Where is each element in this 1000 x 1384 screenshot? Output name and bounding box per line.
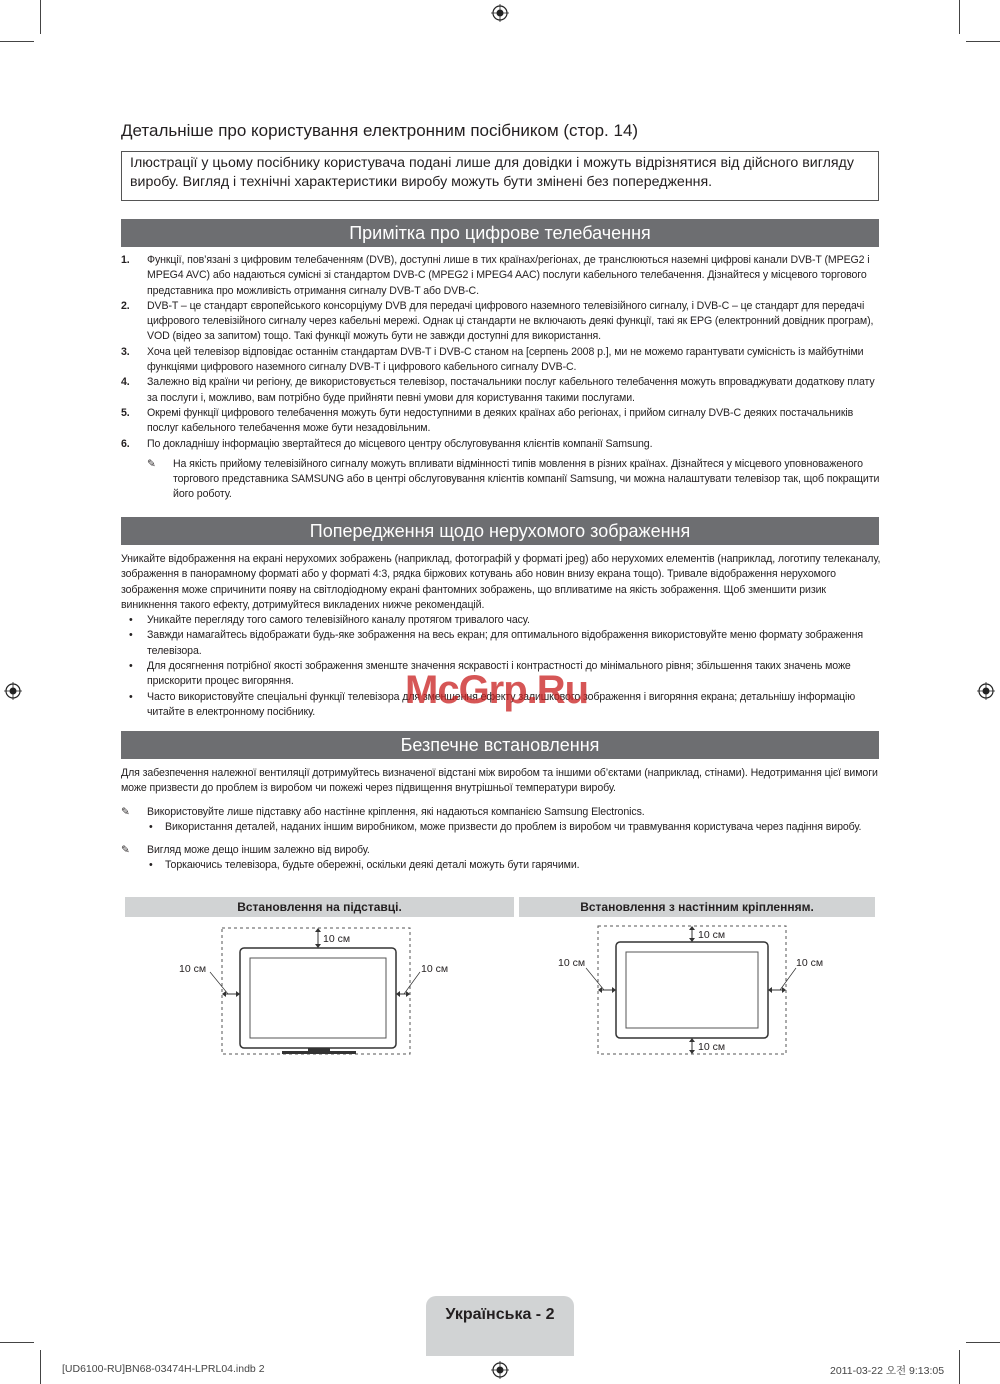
bullet-icon: • (129, 629, 133, 642)
crop-mark (966, 41, 1000, 42)
section-intro: Для забезпечення належної вентиляції дотримуйтесь визначеної відстані між виробом та іншими об’єктами (наприклад, стінами). Недотримання цієї вимоги може призвести до проблем із виробом чи пожежі через підвищення внутрішньої температури виробу. (121, 767, 878, 795)
item-text: Функції, пов’язані з цифровим телебаченням (DVB), доступні лише в тих країнах/регіонах, де транслюються наземні цифрові канали DVB-T (MPEG2 і MPEG4 AVC) або надаються сумісні зі стандартом DVB-C (MPEG2 і MPEG4 AAC) послуги кабельного телебачення. Дізнайтеся у місцевого торгового представника про можливість отримання сигналу DVB-T або DVB-C. (147, 254, 870, 297)
item-number: 3. (121, 345, 130, 358)
crop-mark (959, 1350, 960, 1384)
note-text: Вигляд може дещо іншим залежно від виробу. (147, 844, 370, 857)
crop-mark (959, 0, 960, 34)
list-item (121, 345, 881, 376)
registration-mark-icon (4, 682, 22, 700)
digital-tv-list (121, 253, 881, 503)
note-pencil-icon: ✎ (121, 805, 130, 818)
list-item (121, 406, 881, 437)
item-text: Використання деталей, наданих іншим виробником, може призвести до проблем із виробом чи травмування користувача через падіння виробу. (165, 820, 862, 833)
item-text: По докладнішу інформацію звертайтеся до місцевого центру обслуговування клієнтів компанії Samsung. (147, 437, 653, 450)
registration-mark-icon (977, 682, 995, 700)
crop-mark (0, 41, 34, 42)
note-pencil-icon: ✎ (121, 844, 130, 857)
item-number: 6. (121, 437, 130, 450)
list-item (121, 253, 881, 299)
dimension-label: 10 см (179, 963, 207, 975)
section-heading: Попередження щодо нерухомого зображення (121, 517, 879, 545)
note-pencil-icon: ✎ (147, 457, 156, 470)
section-intro: Уникайте відображення на екрані нерухомих зображень (наприклад, фотографій у форматі jpeg) або нерухомих елементів (наприклад, логотипу телеканалу, зображення в панорамному форматі або у форматі 4:3, рядка біржових котувань або новин внизу екрана тощо). Тривале відображення нерухомого зображення може спричинити появу на світлодіодному екрані фантомних зображень, що впливатиме на якість зображення. Щоб зменшити ризик виникнення такого ефекту, дотримуйтеся викладених нижче рекомендацій. (121, 553, 881, 611)
note (121, 805, 881, 820)
print-slug-right: 2011-03-22 오전 9:13:05 (830, 1365, 945, 1377)
registration-mark-icon (491, 1361, 509, 1379)
stand-install-diagram (170, 922, 470, 1057)
item-text: Хоча цей телевізор відповідає останнім стандартам DVB-T і DVB-C станом на [серпень 2008 р.], ми не можемо гарантувати сумісність із майбутніми функціями цифрового наземного сигналу DVB-T і цифрового кабельного сигналу DVB-C. (147, 345, 864, 374)
item-text: Залежно від країни чи регіону, де використовується телевізор, постачальники послуг кабельного телебачення можуть впроваджувати додаткову плату за послуги і, можливо, вам потрібно буде прийняти певні умови для користування такими послугами. (147, 376, 875, 404)
print-slug-left: [UD6100-RU]BN68-03474H-LPRL04.indb 2 (62, 1363, 265, 1375)
note-text: На якість прийому телевізійного сигналу можуть впливати відмінності типів мовлення в різних країнах. Дізнайтеся у місцевого уповноваженого торгового представника SAMSUNG або в центрі обслуговування клієнтів компанії Samsung, чи можна налаштувати телевізор так, щоб покращити його роботу. (173, 457, 880, 501)
dimension-label: 10 см (698, 1041, 726, 1053)
item-text: Для досягнення потрібної якості зображення зменште значення яскравості і контрастності до мінімального рівня; збільшення таких значень може прискорити процес вигоряння. (147, 660, 851, 688)
item-text: Завжди намагайтесь відображати будь-яке зображення на весь екран; для оптимального відображення використовуйте меню формату зображення телевізора. (147, 629, 864, 657)
item-text: Часто використовуйте спеціальні функції телевізора для зменшення ефекту залишкового зображення і вигоряння екрана; детальнішу інформацію читайте в електронному посібнику. (147, 690, 856, 718)
note-text: Використовуйте лише підставку або настінне кріплення, які надаються компанією Samsung Electronics. (147, 805, 645, 818)
dimension-label: 10 см (796, 957, 824, 969)
dimension-label: 10 см (323, 933, 351, 945)
item-text: DVB-T – це стандарт європейського консорціуму DVB для передачі цифрового наземного телевізійного сигналу, і DVB-C – це стандарт для передачі цифрового телевізійного сигналу через кабельні мережі. Однак ці стандарти не включають деякі функції, такі як EPG (електронний довідник програм), VOD (відео за запитом) тощо. Такі функції можуть бути не завжди доступні для використання. (147, 299, 874, 343)
item-text: Торкаючись телевізора, будьте обережні, оскільки деякі деталі можуть бути гарячими. (165, 859, 580, 872)
registration-mark-icon (491, 4, 509, 22)
bullet-icon: • (129, 690, 133, 703)
list-item (121, 858, 881, 873)
note (121, 843, 881, 858)
page-title: Детальніше про користування електронним посібником (стор. 14) (121, 121, 639, 140)
list-item (121, 820, 881, 835)
diagram-label-wall: Встановлення з настінним кріпленням. (519, 897, 875, 917)
crop-mark (966, 1342, 1000, 1343)
bullet-icon: • (149, 820, 153, 833)
item-number: 1. (121, 254, 130, 266)
list-item (121, 299, 881, 345)
note (121, 457, 881, 503)
dimension-label: 10 см (698, 929, 726, 941)
item-number: 2. (121, 299, 130, 312)
bullet-icon: • (129, 660, 133, 673)
intro-box: Ілюстрації у цьому посібнику користувача подані лише для довідки і можуть відрізнятися від дійсного вигляду виробу. Вигляд і технічні характеристики виробу можуть бути змінені без попередження. (121, 151, 879, 201)
note-list (121, 805, 881, 874)
wall-install-diagram (560, 922, 840, 1057)
safe-install-section (121, 766, 881, 874)
page-number-tab: Українська - 2 (426, 1296, 574, 1356)
crop-mark (40, 1350, 41, 1384)
crop-mark (40, 0, 41, 34)
list-item (121, 437, 881, 452)
list-item (121, 613, 881, 628)
bullet-icon: • (129, 614, 133, 627)
section-heading: Безпечне встановлення (121, 731, 879, 759)
list-item (121, 628, 881, 659)
dimension-label: 10 см (421, 963, 449, 975)
dimension-label: 10 см (558, 957, 586, 969)
crop-mark (0, 1342, 34, 1343)
item-text: Окремі функції цифрового телебачення можуть бути недоступними в деяких країнах або регіонах, і прийом сигналу DVB-C деяких постачальників послуг кабельного телебачення може бути незадовільним. (147, 406, 854, 435)
diagram-label-stand: Встановлення на підставці. (125, 897, 514, 917)
section-heading: Примітка про цифрове телебачення (121, 219, 879, 247)
bullet-icon: • (149, 859, 153, 872)
item-text: Уникайте перегляду того самого телевізійного каналу протягом тривалого часу. (147, 614, 530, 627)
watermark: McGrp.Ru (405, 668, 589, 712)
item-number: 5. (121, 406, 130, 419)
list-item (121, 375, 881, 406)
item-number: 4. (121, 376, 130, 389)
